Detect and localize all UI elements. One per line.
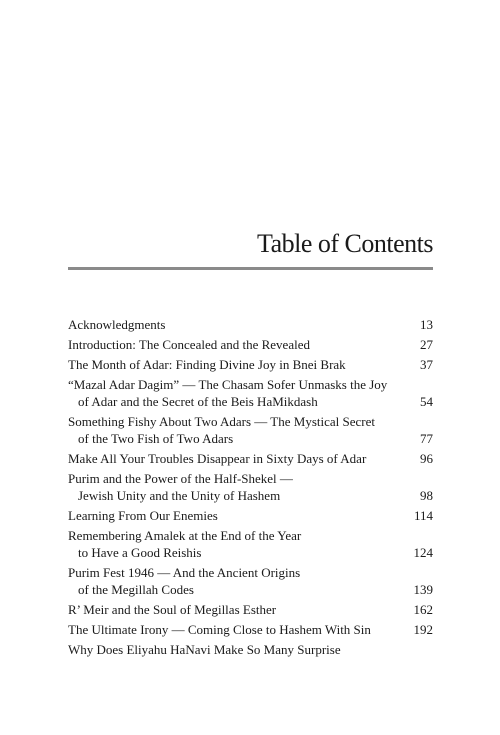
toc-entry-page-number: 77: [420, 431, 433, 446]
toc-entry-title-continuation: of Adar and the Secret of the Beis HaMikdash: [78, 394, 318, 409]
toc-entry: [68, 470, 433, 504]
toc-entry-page-number: 114: [413, 508, 433, 523]
toc-entry: [68, 336, 433, 353]
toc-entry-title-line: Why Does Eliyahu HaNavi Make So Many Surprise: [68, 642, 341, 657]
toc-entry-title-line: Make All Your Troubles Disappear in Sixty Days of Adar: [68, 451, 367, 466]
toc-entry-page-number: 54: [420, 394, 433, 409]
toc-entry-title: [68, 601, 409, 618]
toc-entry: [68, 356, 433, 373]
toc-entry-title: [68, 316, 409, 333]
toc-entry-title-continuation: to Have a Good Reishis: [78, 545, 202, 560]
toc-entry-title-line: Acknowledgments: [68, 317, 166, 332]
toc-entry-title-line: “Mazal Adar Dagim” — The Chasam Sofer Unmasks the Joy: [68, 377, 388, 392]
toc-entry-title: [68, 641, 409, 658]
toc-entry: [68, 601, 433, 618]
toc-entry-title-line: R’ Meir and the Soul of Megillas Esther: [68, 602, 277, 617]
toc-entry-title-line: Purim Fest 1946 — And the Ancient Origins: [68, 565, 301, 580]
toc-entry-title: [68, 376, 409, 410]
toc-list: [68, 316, 433, 661]
toc-entry-title-line: The Ultimate Irony — Coming Close to Hashem With Sin: [68, 622, 371, 637]
toc-entry: [68, 564, 433, 598]
toc-entry-page-number: 192: [413, 622, 433, 637]
toc-entry-title-line: Something Fishy About Two Adars — The Mystical Secret: [68, 414, 375, 429]
toc-entry: [68, 376, 433, 410]
toc-entry-page-number: 98: [420, 488, 433, 503]
toc-entry-title-line: The Month of Adar: Finding Divine Joy in Bnei Brak: [68, 357, 346, 372]
toc-entry-title: [68, 507, 409, 524]
toc-entry-title-line: Remembering Amalek at the End of the Year: [68, 528, 302, 543]
toc-entry: [68, 450, 433, 467]
toc-entry: [68, 641, 433, 658]
toc-entry-title-continuation: of the Megillah Codes: [78, 582, 194, 597]
toc-entry: [68, 527, 433, 561]
toc-entry-title-continuation: of the Two Fish of Two Adars: [78, 431, 234, 446]
toc-entry: [68, 507, 433, 524]
toc-entry-page-number: 162: [413, 602, 433, 617]
toc-entry-page-number: 124: [413, 545, 433, 560]
toc-entry: [68, 413, 433, 447]
toc-entry-page-number: 27: [420, 337, 433, 352]
toc-entry-title: [68, 450, 409, 467]
toc-entry-title-line: Learning From Our Enemies: [68, 508, 218, 523]
toc-entry-title-line: Introduction: The Concealed and the Revealed: [68, 337, 310, 352]
toc-entry-title-line: Purim and the Power of the Half-Shekel —: [68, 471, 293, 486]
toc-entry-page-number: 139: [413, 582, 433, 597]
toc-entry-title: [68, 470, 409, 504]
toc-entry-title: [68, 413, 409, 447]
toc-entry-title: [68, 564, 409, 598]
toc-entry-page-number: 96: [420, 451, 433, 466]
toc-entry-title: [68, 621, 409, 638]
toc-entry-page-number: 37: [420, 357, 433, 372]
toc-entry: [68, 621, 433, 638]
toc-entry-title-continuation: Jewish Unity and the Unity of Hashem: [78, 488, 281, 503]
toc-entry-page-number: 13: [420, 317, 433, 332]
page-title: Table of Contents: [257, 229, 433, 258]
toc-entry-title: [68, 527, 409, 561]
toc-entry-title: [68, 356, 409, 373]
title-divider: [68, 267, 433, 270]
toc-entry: [68, 316, 433, 333]
toc-entry-title: [68, 336, 409, 353]
